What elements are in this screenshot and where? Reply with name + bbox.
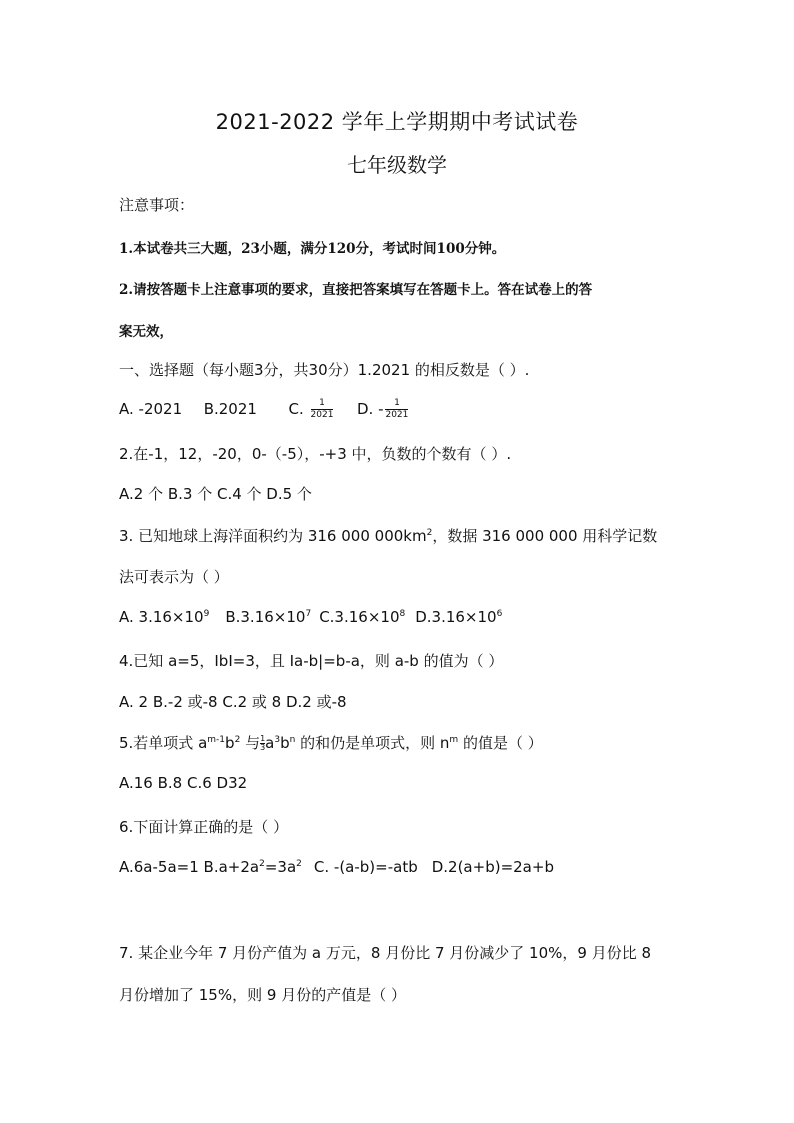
question-3-stem-line-2: 法可表示为（ ） — [119, 568, 229, 586]
q5-exp-4: n — [289, 735, 296, 745]
q6-option-b: B.a+2a — [203, 858, 260, 876]
question-3-stem — [119, 525, 657, 546]
question-2-options: A.2 个 B.3 个 C.4 个 D.5 个 — [119, 485, 312, 503]
q5-exp-3: 3 — [274, 735, 281, 745]
q3-option-a: A. 3.16×10 — [119, 608, 204, 626]
q3-option-b-exp: 7 — [305, 609, 312, 619]
q5-exp-2: 2 — [234, 735, 241, 745]
q1-option-b: B.2021 — [203, 400, 257, 418]
question-2-stem: 2.在-1，12，-20，0-（-5），-+3 中，负数的个数有（ ）. — [119, 445, 512, 463]
exam-title: 2021-2022 学年上学期期中考试试卷 — [215, 110, 579, 134]
q3-option-d: D.3.16×10 — [415, 608, 497, 626]
q3-stem-part-a: 3. 已知地球上海洋面积约为 316 000 000km — [119, 527, 427, 545]
q5-var-a: a — [265, 734, 275, 752]
q1-option-d-label: D. - — [356, 400, 384, 418]
question-7-stem-line-2: 月份增加了 15%，则 9 月份的产值是（ ） — [119, 986, 406, 1004]
exam-subtitle: 七年级数学 — [347, 153, 447, 177]
q5-and: 与 — [240, 734, 261, 752]
question-3-options — [119, 608, 502, 626]
q1-option-a: A. -2021 — [119, 400, 183, 418]
q6-option-b-mid: =3a — [264, 858, 297, 876]
q1-c-denominator: 2021 — [310, 410, 334, 420]
question-7-stem: 7. 某企业今年 7 月份产值为 a 万元，8 月份比 7 月份减少了 10%，9 月份比 8 — [119, 944, 652, 962]
question-5-stem — [119, 732, 543, 753]
notice-item-3: 案无效， — [119, 324, 173, 340]
question-6-options — [119, 858, 554, 876]
q5-frac-den: 3 — [260, 743, 266, 752]
q5-post: 的值是（ ） — [458, 734, 543, 752]
question-1-stem: 一、选择题（每小题3分，共30分）1.2021 的相反数是（ ）. — [119, 361, 530, 379]
q5-var-b2: b — [280, 734, 290, 752]
q3-stem-sup: 2 — [426, 528, 433, 538]
question-6-stem: 6.下面计算正确的是（ ） — [119, 818, 289, 836]
q1-c-numerator: 1 — [311, 398, 334, 410]
q6-option-b-exp-2: 2 — [296, 859, 302, 869]
q5-exp-5: m — [449, 735, 459, 745]
q5-var-b: b — [225, 734, 235, 752]
notice-item-2: 2.请按答题卡上注意事项的要求，直接把答案填写在答题卡上。答在试卷上的答 — [119, 282, 593, 298]
q3-option-d-exp: 6 — [496, 609, 503, 619]
q1-d-denominator: 2021 — [385, 410, 409, 420]
q6-option-c: C. -(a-b)=-atb — [313, 858, 418, 876]
question-4-stem: 4.已知 a=5，IbI=3，且 Ia-b|=b-a，则 a-b 的值为（ ） — [119, 652, 504, 670]
q3-option-c-exp: 8 — [399, 609, 406, 619]
question-4-options: A. 2 B.-2 或-8 C.2 或 8 D.2 或-8 — [119, 693, 347, 711]
q6-option-a: A.6a-5a=1 — [119, 858, 199, 876]
notice-heading: 注意事项： — [119, 196, 195, 214]
q3-option-a-exp: 9 — [203, 609, 210, 619]
q1-option-c-fraction — [311, 398, 334, 421]
q5-mid: 的和仍是单项式，则 n — [295, 734, 450, 752]
q3-stem-part-b: ，数据 316 000 000 用科学记数 — [432, 527, 658, 545]
q1-option-c-label: C. — [288, 400, 304, 418]
question-1-options — [119, 398, 410, 421]
question-5-options: A.16 B.8 C.6 D32 — [119, 774, 248, 792]
q5-pre: 5.若单项式 a — [119, 734, 208, 752]
q6-option-b-exp-1: 2 — [259, 859, 265, 869]
q6-option-d: D.2(a+b)=2a+b — [431, 858, 554, 876]
q5-frac-num: 1 — [260, 734, 266, 743]
q3-option-b: B.3.16×10 — [225, 608, 306, 626]
q5-exp-1: m-1 — [207, 735, 226, 745]
q1-d-numerator: 1 — [385, 398, 408, 410]
q1-option-d-fraction — [385, 398, 408, 421]
notice-item-1: 1.本试卷共三大题，23小题，满分120分，考试时间100分钟。 — [119, 241, 506, 257]
q3-option-c: C.3.16×10 — [319, 608, 400, 626]
